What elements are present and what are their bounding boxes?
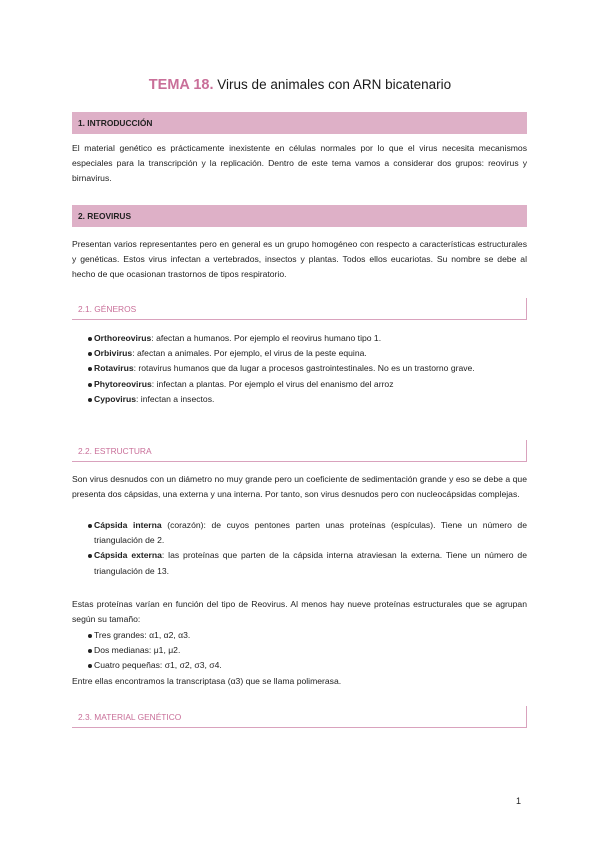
capsid-list xyxy=(72,518,527,579)
protein-size-group: Cuatro pequeñas: σ1, σ2, σ3, σ4. xyxy=(94,660,222,671)
section-2-3-heading: 2.3. MATERIAL GENÉTICO xyxy=(72,706,527,728)
capsid-description: (corazón): de cuyos pentones parten unas proteínas (espículas). Tiene un número de triangulación de 2. xyxy=(94,520,527,546)
genus-name: Orbivirus xyxy=(94,348,133,359)
bullet-icon xyxy=(88,664,92,668)
genus-description: : afectan a animales. Por ejemplo, el virus de la peste equina. xyxy=(132,348,367,359)
genus-name: Orthoreovirus xyxy=(94,333,152,343)
protein-size-list xyxy=(72,628,527,674)
bullet-icon xyxy=(88,398,92,402)
list-item xyxy=(72,346,527,361)
title-text: Virus de animales con ARN bicatenario xyxy=(217,77,452,92)
list-item xyxy=(72,548,527,578)
genus-name: Rotavirus xyxy=(94,363,134,374)
list-item xyxy=(72,518,527,548)
bullet-icon xyxy=(88,367,92,371)
section-2-2-paragraph-2: Estas proteínas varían en función del tipo de Reovirus. Al menos hay nueve proteínas estructurales que se agrupan según su tamaño: xyxy=(72,599,527,625)
genus-description: : afectan a humanos. Por ejemplo el reovirus humano tipo 1. xyxy=(151,333,382,343)
list-item xyxy=(72,361,527,376)
bullet-icon xyxy=(88,649,92,653)
genera-list xyxy=(72,331,527,407)
bullet-icon xyxy=(88,383,92,387)
genus-name: Phytoreovirus xyxy=(94,378,152,389)
list-item xyxy=(72,392,527,407)
section-2-2-heading: 2.2. ESTRUCTURA xyxy=(72,440,527,462)
genus-description: : rotavirus humanos que da lugar a procesos gastrointestinales. No es un trastorno grave. xyxy=(133,363,475,374)
list-item xyxy=(72,658,527,673)
section-1-heading: 1. INTRODUCCIÓN xyxy=(72,112,527,134)
section-1-paragraph: El material genético es prácticamente inexistente en células normales por lo que el virus necesita mecanismos especiales para la transcripción y la replicación. Dentro de este tema vamos a considerar dos grupos: reovirus y birnavirus. xyxy=(72,143,527,184)
title-number: TEMA 18. xyxy=(148,77,214,93)
bullet-icon xyxy=(88,337,92,341)
section-2-1-heading: 2.1. GÉNEROS xyxy=(72,298,527,320)
section-2-2-paragraph-3: Entre ellas encontramos la transcriptasa (α3) que se llama polimerasa. xyxy=(72,676,342,686)
genus-name: Cypovirus xyxy=(94,393,137,404)
capsid-name: Cápsida interna xyxy=(94,520,162,530)
section-2-heading: 2. REOVIRUS xyxy=(72,205,527,227)
section-2-paragraph: Presentan varios representantes pero en general es un grupo homogéneo con respecto a características estructurales y genéticas. Estos virus infectan a vertebrados, insectos y plantas. Todos ellos eucariotas. Su nombre se debe al hecho de que ocasionan trastornos de tipos respiratorio. xyxy=(72,239,527,280)
protein-size-group: Dos medianas: μ1, μ2. xyxy=(94,645,181,656)
page-number: 1 xyxy=(516,796,522,806)
list-item xyxy=(72,643,527,658)
protein-size-group: Tres grandes: α1, α2, α3. xyxy=(94,630,191,640)
bullet-icon xyxy=(88,352,92,356)
genus-description: : infectan a plantas. Por ejemplo el virus del enanismo del arroz xyxy=(151,378,394,389)
list-item xyxy=(72,331,527,346)
capsid-description: : las proteínas que parten de la cápsida interna atraviesan la externa. Tiene un número de triangulación de 13. xyxy=(94,550,527,576)
list-item xyxy=(72,628,527,643)
genus-description: : infectan a insectos. xyxy=(136,393,215,404)
bullet-icon xyxy=(88,634,92,638)
bullet-icon xyxy=(88,524,92,528)
capsid-name: Cápsida externa xyxy=(94,550,162,561)
section-2-2-paragraph: Son virus desnudos con un diámetro no muy grande pero un coeficiente de sedimentación grande y eso se debe a que presenta dos cápsidas, una externa y una interna. Por tanto, son virus desnudos pero con nucleocápsidas complejas. xyxy=(72,474,527,500)
list-item xyxy=(72,377,527,392)
page-title xyxy=(0,77,600,93)
bullet-icon xyxy=(88,554,92,558)
